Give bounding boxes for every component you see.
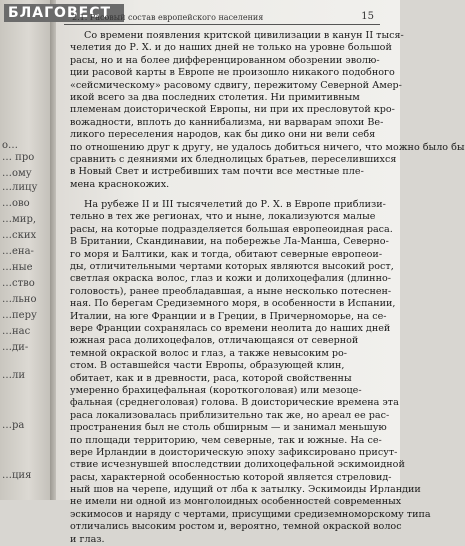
text-line: ды, отличительными чертами которых являются высокий рост, bbox=[70, 261, 394, 273]
text-line: На рубеже II и III тысячелетий до Р. Х. в Европе приблизи- bbox=[84, 199, 386, 211]
text-line: ликого переселения народов, как бы дико они ни вели себя bbox=[70, 129, 376, 141]
text-line: мена краснокожих. bbox=[70, 178, 170, 190]
text-line: эскимосов и наряду с чертами, присущими средиземноморскому типа bbox=[70, 508, 431, 520]
text-line: в Новый Свет и истребивших там почти все местные пле- bbox=[70, 166, 364, 178]
text-line: головость), ранее преобладавшая, а ныне несколько потеснен- bbox=[70, 285, 392, 297]
text-line: отличались высоким ростом и, вероятно, темной окраской волос bbox=[70, 521, 402, 533]
text-line: темной окраской волос и глаз, а также невысоким ро- bbox=[70, 347, 348, 359]
text-line: раса локализовалась приблизительно так же, но ареал ее рас- bbox=[70, 409, 390, 421]
text-line: умеренно брахицефальная (короткоголовая) или мезоце- bbox=[70, 384, 362, 396]
left-page-text: …ому bbox=[2, 168, 32, 179]
left-page-text: …ских bbox=[2, 230, 37, 241]
text-line: В Британии, Скандинавии, на побережье Ла-Манша, Северно- bbox=[70, 236, 389, 248]
text-line: ный шов на черепе, идущий от лба к затылку. Эскимоиды Ирландии bbox=[70, 484, 421, 496]
text-line: «сейсмическому» расовому сдвигу, пережитому Северной Амер- bbox=[70, 79, 402, 91]
left-page-text: …перу bbox=[2, 310, 37, 321]
left-page-text: …ция bbox=[2, 470, 32, 481]
text-line: Со времени появления критской цивилизации в канун II тыся- bbox=[84, 30, 404, 41]
text-line: челетия до Р. Х. и до наших дней не только на уровне большой bbox=[70, 42, 392, 54]
text-line: пространения был не столь обширным — и занимал меньшую bbox=[70, 422, 387, 434]
text-line: вере Франции сохранялась со времени неолита до наших дней bbox=[70, 322, 391, 334]
text-line: фальная (среднеголовая) голова. В доисторические времена эта bbox=[70, 397, 399, 409]
text-line: сравнить с деяниями их бледнолицых братьев, переселившихся bbox=[70, 153, 397, 165]
watermark-logo: БЛАГОВЕСТ bbox=[4, 4, 124, 22]
text-line: вожадности, вплоть до каннибализма, ни варварам эпохи Ве- bbox=[70, 116, 384, 128]
text-line: расы, на которые подразделяется большая европеоидная раса. bbox=[70, 223, 393, 235]
left-page-text: …нас bbox=[2, 326, 31, 337]
left-page-text: …льно bbox=[2, 294, 37, 305]
left-page-text: …ные bbox=[2, 262, 33, 273]
text-line: по площади территорию, чем северные, так и южные. На се- bbox=[70, 434, 382, 446]
text-line: го моря и Балтики, как и тогда, обитают северные европеои- bbox=[70, 248, 383, 260]
text-line: племенам доисторической Европы, ни при их пресловутой кро- bbox=[70, 104, 395, 116]
left-page-text: … прo bbox=[2, 152, 35, 163]
left-page-text: …ово bbox=[2, 198, 30, 209]
text-line: вере Ирландии в доисторическую эпоху зафиксировано присут- bbox=[70, 446, 398, 458]
left-page-text: …мир, bbox=[2, 214, 37, 225]
text-line: икой всего за два последних столетия. Ни примитивным bbox=[70, 91, 360, 103]
body-text bbox=[70, 30, 465, 546]
left-page-text: …ра bbox=[2, 420, 25, 431]
text-line: и глаз. bbox=[70, 533, 105, 545]
text-line: Италии, на юге Франции и в Греции, в Причерноморье, на се- bbox=[70, 310, 387, 322]
text-line: не имели ни одной из монголоидных особенностей современных bbox=[70, 496, 402, 508]
left-page-text: …лицу bbox=[2, 182, 38, 193]
text-line: по отношению друг к другу, не удалось добиться ничего, что можно было бы bbox=[70, 141, 465, 153]
text-line: ствие исчезнувшей впоследствии долихоцефальной эскимоидной bbox=[70, 459, 405, 471]
text-line: стом. В оставшейся части Европы, образующей клин, bbox=[70, 360, 345, 372]
text-line: южная раса долихоцефалов, отличающаяся от северной bbox=[70, 335, 359, 347]
left-page-text: …ена- bbox=[2, 246, 34, 257]
text-line: тельно в тех же регионах, что и ныне, локализуются малые bbox=[70, 211, 376, 223]
page-number: 15 bbox=[361, 11, 374, 22]
text-line: ная. По берегам Средиземного моря, в особенности в Испании, bbox=[70, 298, 396, 310]
left-page-text: …ли bbox=[2, 370, 26, 381]
text-line: обитает, как и в древности, раса, которой свойственны bbox=[70, 372, 352, 384]
left-page-edge bbox=[0, 0, 52, 500]
header-rule bbox=[64, 24, 380, 25]
text-line: расы, но и на более дифференцированном обозрении эволю- bbox=[70, 54, 380, 66]
left-page-text: о… bbox=[2, 140, 19, 151]
left-page-text: …ди- bbox=[2, 342, 29, 353]
left-page-text: …ство bbox=[2, 278, 35, 289]
text-line: светлая окраска волос, глаз и кожи и долихоцефалия (длинно- bbox=[70, 273, 391, 285]
text-line: ции расовой карты в Европе не произошло никакого подобного bbox=[70, 67, 395, 79]
running-head: 2.1. Расовый состав европейского населения bbox=[72, 13, 264, 22]
text-line: расы, характерной особенностью которой является стреловид- bbox=[70, 471, 392, 483]
